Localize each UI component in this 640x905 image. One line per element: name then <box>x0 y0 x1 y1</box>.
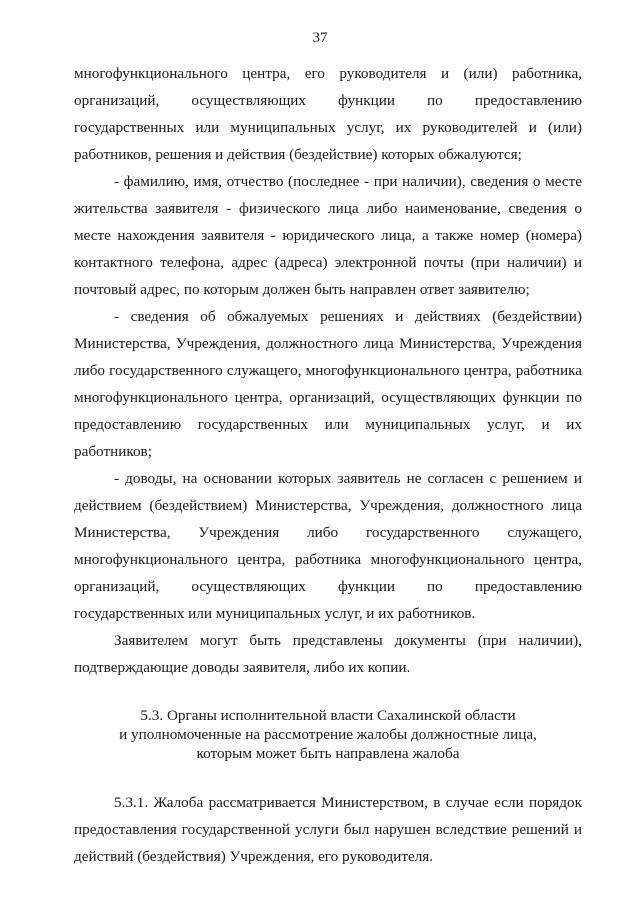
paragraph-arguments: - доводы, на основании которых заявитель не согласен с решением и действием (бездействием) Министерства, Учреждения, должностного лица Министерства, Учреждения либо государственного служащего, многофункционального центра, работника многофункционального центра, организаций, осуществляющих функции по предоставлению государственных или муниципальных услуг, и их работников. <box>74 470 582 622</box>
paragraph-appealed-decisions: - сведения об обжалуемых решениях и действиях (бездействии) Министерства, Учреждения, должностного лица Министерства, Учреждения либо государственного служащего, многофункционального центра, работника многофункционального центра, организаций, осуществляющих функции по предоставлению государственных или муниципальных услуг, и их работников; <box>74 308 582 460</box>
section-heading <box>74 706 582 763</box>
page-number: 37 <box>312 30 328 46</box>
section-heading-line-3: которым может быть направлена жалоба <box>196 745 460 762</box>
paragraph-5-3-1: 5.3.1. Жалоба рассматривается Министерством, в случае если порядок предоставления государственной услуги был нарушен вследствие решений и действий (бездействия) Учреждения, его руководителя. <box>74 794 582 865</box>
document-body <box>74 60 582 870</box>
section-heading-line-2: и уполномоченные на рассмотрение жалобы должностные лица, <box>119 726 537 743</box>
paragraph-documents: Заявителем могут быть представлены документы (при наличии), подтверждающие доводы заявителя, либо их копии. <box>74 632 582 676</box>
section-heading-line-1: 5.3. Органы исполнительной власти Сахалинской области <box>140 707 516 724</box>
paragraph-applicant-name: - фамилию, имя, отчество (последнее - при наличии), сведения о месте жительства заявителя - физического лица либо наименование, сведения о месте нахождения заявителя - юридического лица, а также номер (номера) контактного телефона, адрес (адреса) электронной почты (при наличии) и почтовый адрес, по которым должен быть направлен ответ заявителю; <box>74 173 582 298</box>
paragraph-continuation: многофункционального центра, его руководителя и (или) работника, организаций, осуществляющих функции по предоставлению государственных или муниципальных услуг, их руководителей и (или) работников, решения и действия (бездействие) которых обжалуются; <box>74 65 582 163</box>
